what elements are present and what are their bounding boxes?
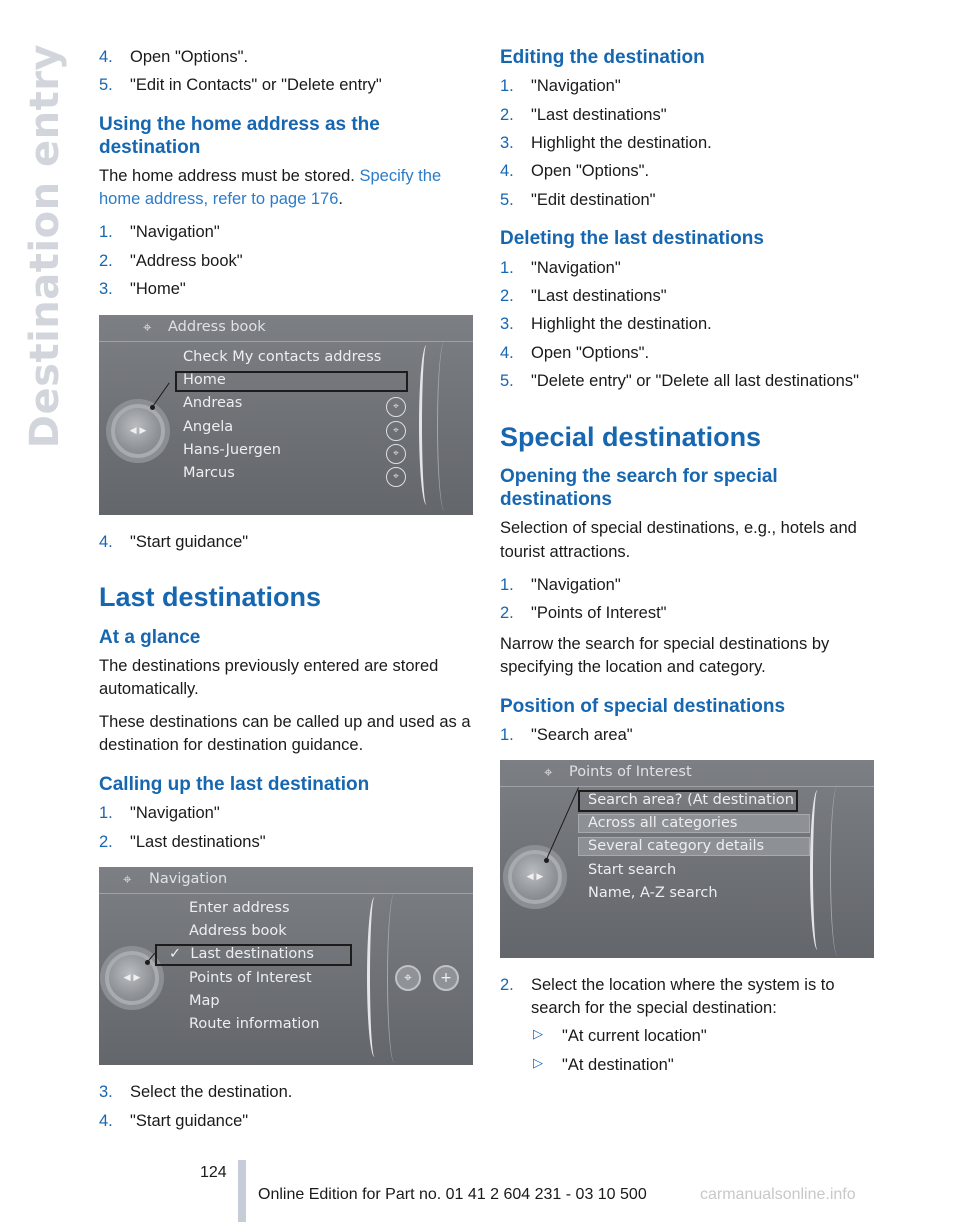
screen-title-bar: ⌖ Address book	[99, 315, 473, 342]
home-address-link[interactable]: Specify the home address, refer to page 176	[99, 167, 442, 209]
steps-start-list	[99, 531, 474, 553]
triangle-bullet-icon: ▷	[533, 1054, 543, 1070]
list-item: 4. Open "Options".	[500, 343, 650, 362]
map-icon: ⌖	[395, 965, 421, 991]
glance-paragraph-1: The destinations previously entered are stored automatically.	[99, 656, 439, 698]
list-item: 4. Open "Options".	[500, 162, 650, 181]
steps-delete-list	[500, 257, 875, 393]
list-item: 3. Highlight the destination.	[500, 134, 712, 153]
footer-edition-text: Online Edition for Part no. 01 41 2 604 231 - 03 10 500	[258, 1186, 647, 1203]
list-item: 2. "Last destinations"	[500, 286, 667, 305]
list-item: 2. Select the location where the system is to search for the special destination: ▷ "At current location" ▷ "At destination"	[500, 974, 875, 1076]
opening-search-heading: Opening the search for special destinations	[500, 466, 778, 511]
controller-knob-icon: ◀ ▶	[105, 951, 159, 1005]
footer-bar	[238, 1160, 246, 1222]
screen-arc	[419, 345, 434, 505]
navigation-icon: ⌖	[386, 421, 406, 441]
list-item: ▷ "At current location"	[533, 1026, 707, 1046]
list-item: 4. "Start guidance"	[99, 532, 249, 551]
navigation-icon: ⌖	[386, 397, 406, 417]
list-item: 2. "Last destinations"	[99, 832, 266, 851]
home-paragraph: The home address must be stored. Specify the home address, refer to page 176.	[99, 167, 442, 209]
pointer-dot	[150, 405, 155, 410]
menu-item: Home	[183, 371, 226, 388]
list-item: 1. "Navigation"	[500, 77, 621, 96]
steps-open-list	[500, 574, 875, 625]
special-destinations-heading: Special destinations	[500, 421, 762, 452]
menu-item: ✓ Last destinations	[169, 946, 314, 963]
navigation-icon: ⌖	[386, 444, 406, 464]
screen-arc	[830, 786, 845, 956]
screen-arc	[367, 897, 382, 1057]
list-item: 5. "Edit destination"	[500, 190, 656, 209]
list-item: 1. "Navigation"	[500, 258, 621, 277]
list-item: 3. "Home"	[99, 280, 186, 299]
list-item: 5. "Delete entry" or "Delete all last destinations"	[500, 372, 859, 391]
address-book-screenshot	[99, 315, 473, 515]
pointer-line	[152, 382, 170, 407]
list-item: 2. "Points of Interest"	[500, 604, 667, 623]
plus-icon: +	[433, 965, 459, 991]
menu-item: Search area? (At destination	[588, 792, 794, 809]
list-item: 3. Select the destination.	[99, 1083, 293, 1102]
navigation-icon: ⌖	[544, 763, 553, 782]
navigation-screenshot	[99, 867, 473, 1065]
menu-item: Points of Interest	[189, 970, 312, 987]
list-item: 1. "Search area"	[500, 725, 633, 744]
steps-options-list	[99, 46, 474, 97]
navigation-icon: ⌖	[123, 870, 132, 889]
menu-item: Marcus	[183, 464, 235, 481]
menu-item: Route information	[189, 1016, 320, 1033]
list-item: 4. Open "Options".	[99, 48, 249, 66]
opening-paragraph: Selection of special destinations, e.g., hotels and tourist attractions.	[500, 519, 857, 561]
steps-location-list	[500, 974, 875, 1076]
menu-item: Angela	[183, 418, 234, 435]
narrow-paragraph: Narrow the search for special destinations by specifying the location and category.	[500, 634, 830, 676]
points-of-interest-screenshot	[500, 760, 874, 958]
list-item: 5. "Edit in Contacts" or "Delete entry"	[99, 76, 382, 95]
triangle-bullet-icon: ▷	[533, 1026, 543, 1042]
menu-item: Several category details	[588, 838, 765, 855]
home-heading: Using the home address as the destination	[99, 113, 380, 159]
list-item: 1. "Navigation"	[99, 804, 220, 823]
controller-knob-icon: ◀ ▶	[508, 850, 562, 904]
menu-item: Map	[189, 993, 220, 1010]
glance-paragraph-2: These destinations can be called up and used as a destination for destination guidance.	[99, 712, 471, 754]
steps-edit-list	[500, 75, 875, 211]
steps-position-list	[500, 724, 875, 746]
menu-item: Check My contacts address	[183, 348, 382, 365]
pointer-line	[546, 788, 579, 861]
controller-knob-icon: ◀ ▶	[111, 404, 165, 458]
deleting-heading: Deleting the last destinations	[500, 228, 764, 250]
steps-select-list	[99, 1081, 474, 1132]
list-item: 2. "Address book"	[99, 251, 243, 270]
screen-title-bar: ⌖ Navigation	[99, 867, 473, 894]
list-item: 2. "Last destinations"	[500, 105, 667, 124]
page-number: 124	[200, 1164, 227, 1181]
menu-item: Address book	[189, 923, 287, 940]
left-column	[99, 46, 474, 1140]
menu-item: Andreas	[183, 394, 243, 411]
right-column	[500, 46, 875, 1084]
navigation-icon: ⌖	[143, 317, 152, 336]
menu-item: Across all categories	[588, 815, 738, 832]
menu-item: Hans-Juergen	[183, 441, 281, 458]
list-item: 1. "Navigation"	[99, 223, 220, 242]
list-item: ▷ "At destination"	[533, 1054, 674, 1074]
at-a-glance-heading: At a glance	[99, 626, 201, 648]
steps-calling-list	[99, 802, 474, 853]
list-item: 1. "Navigation"	[500, 575, 621, 594]
menu-item: Start search	[588, 862, 677, 879]
list-item: 3. Highlight the destination.	[500, 315, 712, 334]
last-destinations-heading: Last destinations	[99, 582, 322, 613]
position-heading: Position of special destinations	[500, 695, 786, 717]
screen-title-bar: ⌖ Points of Interest	[500, 760, 874, 787]
checkmark-icon: ✓	[169, 946, 182, 963]
watermark: carmanualsonline.info	[700, 1186, 856, 1203]
location-options-list	[531, 1025, 875, 1076]
section-side-tab: Destination entry	[22, 44, 68, 449]
calling-up-heading: Calling up the last destination	[99, 774, 370, 796]
navigation-icon: ⌖	[386, 467, 406, 487]
list-item: 4. "Start guidance"	[99, 1111, 249, 1130]
editing-heading: Editing the destination	[500, 47, 705, 68]
steps-home-list	[99, 221, 474, 300]
menu-item: Name, A-Z search	[588, 885, 718, 902]
screen-arc	[437, 341, 452, 511]
menu-item: Enter address	[189, 900, 290, 917]
screen-arc	[810, 790, 825, 950]
